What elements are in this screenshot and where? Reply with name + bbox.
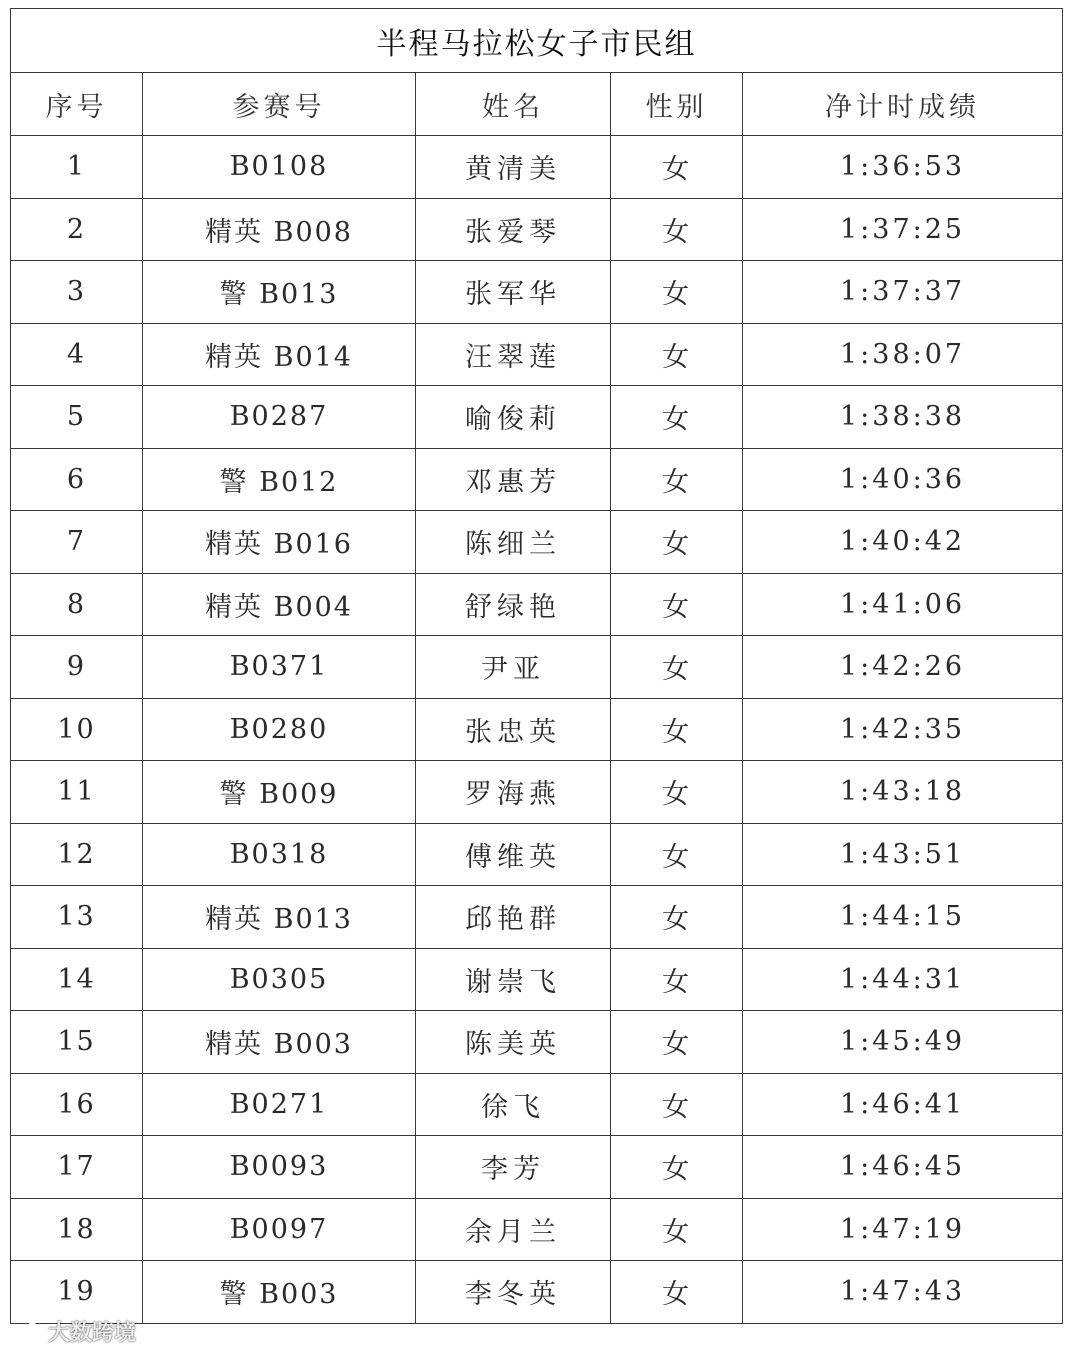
- table-row: [11, 1261, 1063, 1324]
- table-row: [11, 698, 1063, 761]
- cell-gender: 女: [611, 511, 743, 574]
- table-row: [11, 1136, 1063, 1199]
- cell-bib: B0287: [143, 386, 416, 449]
- cell-bib: B0305: [143, 948, 416, 1011]
- cell-bib: 警 B009: [143, 761, 416, 824]
- cell-gender: 女: [611, 386, 743, 449]
- table-row: [11, 948, 1063, 1011]
- cell-bib: B0318: [143, 823, 416, 886]
- cell-rank: 14: [11, 948, 143, 1011]
- table-row: [11, 1073, 1063, 1136]
- cell-gender: 女: [611, 261, 743, 324]
- cell-time: 1:45:49: [743, 1011, 1063, 1074]
- table-row: [11, 136, 1063, 199]
- cell-gender: 女: [611, 136, 743, 199]
- cell-time: 1:46:41: [743, 1073, 1063, 1136]
- cell-time: 1:43:18: [743, 761, 1063, 824]
- weibo-logo-icon: [8, 1319, 42, 1345]
- table-row: [11, 823, 1063, 886]
- cell-time: 1:47:43: [743, 1261, 1063, 1324]
- cell-gender: 女: [611, 1073, 743, 1136]
- header-time: 净计时成绩: [743, 73, 1063, 136]
- cell-gender: 女: [611, 198, 743, 261]
- table-row: [11, 323, 1063, 386]
- table-row: [11, 1011, 1063, 1074]
- cell-rank: 10: [11, 698, 143, 761]
- cell-time: 1:37:25: [743, 198, 1063, 261]
- cell-name: 舒绿艳: [416, 573, 611, 636]
- cell-bib: 精英 B016: [143, 511, 416, 574]
- cell-bib: B0271: [143, 1073, 416, 1136]
- cell-rank: 2: [11, 198, 143, 261]
- cell-bib: 警 B013: [143, 261, 416, 324]
- cell-time: 1:42:26: [743, 636, 1063, 699]
- table-row: [11, 886, 1063, 949]
- cell-name: 傅维英: [416, 823, 611, 886]
- cell-name: 张军华: [416, 261, 611, 324]
- cell-rank: 4: [11, 323, 143, 386]
- header-bib: 参赛号: [143, 73, 416, 136]
- cell-gender: 女: [611, 448, 743, 511]
- cell-rank: 11: [11, 761, 143, 824]
- cell-gender: 女: [611, 1136, 743, 1199]
- cell-time: 1:44:31: [743, 948, 1063, 1011]
- cell-time: 1:47:19: [743, 1198, 1063, 1261]
- cell-bib: 警 B003: [143, 1261, 416, 1324]
- cell-name: 邓惠芳: [416, 448, 611, 511]
- cell-time: 1:46:45: [743, 1136, 1063, 1199]
- cell-time: 1:40:42: [743, 511, 1063, 574]
- cell-bib: 精英 B008: [143, 198, 416, 261]
- cell-gender: 女: [611, 573, 743, 636]
- header-row: [11, 73, 1063, 136]
- cell-time: 1:41:06: [743, 573, 1063, 636]
- cell-rank: 1: [11, 136, 143, 199]
- cell-bib: 精英 B004: [143, 573, 416, 636]
- cell-name: 张忠英: [416, 698, 611, 761]
- cell-time: 1:36:53: [743, 136, 1063, 199]
- cell-bib: B0108: [143, 136, 416, 199]
- cell-name: 徐飞: [416, 1073, 611, 1136]
- table-row: [11, 1198, 1063, 1261]
- cell-gender: 女: [611, 948, 743, 1011]
- watermark: [8, 1316, 136, 1347]
- cell-rank: 9: [11, 636, 143, 699]
- header-gender: 性别: [611, 73, 743, 136]
- cell-rank: 15: [11, 1011, 143, 1074]
- cell-time: 1:37:37: [743, 261, 1063, 324]
- results-table: [10, 8, 1063, 1324]
- cell-time: 1:38:07: [743, 323, 1063, 386]
- cell-time: 1:38:38: [743, 386, 1063, 449]
- cell-gender: 女: [611, 1261, 743, 1324]
- cell-bib: 精英 B013: [143, 886, 416, 949]
- cell-name: 尹亚: [416, 636, 611, 699]
- cell-gender: 女: [611, 636, 743, 699]
- cell-name: 余月兰: [416, 1198, 611, 1261]
- table-row: [11, 511, 1063, 574]
- table-row: [11, 448, 1063, 511]
- cell-gender: 女: [611, 1198, 743, 1261]
- cell-bib: B0097: [143, 1198, 416, 1261]
- cell-gender: 女: [611, 761, 743, 824]
- cell-name: 李芳: [416, 1136, 611, 1199]
- cell-rank: 13: [11, 886, 143, 949]
- cell-name: 汪翠莲: [416, 323, 611, 386]
- cell-time: 1:43:51: [743, 823, 1063, 886]
- cell-time: 1:40:36: [743, 448, 1063, 511]
- cell-gender: 女: [611, 886, 743, 949]
- results-body: [11, 136, 1063, 1324]
- cell-bib: B0371: [143, 636, 416, 699]
- cell-rank: 3: [11, 261, 143, 324]
- cell-rank: 17: [11, 1136, 143, 1199]
- cell-rank: 5: [11, 386, 143, 449]
- cell-rank: 8: [11, 573, 143, 636]
- cell-name: 谢崇飞: [416, 948, 611, 1011]
- header-name: 姓名: [416, 73, 611, 136]
- cell-rank: 7: [11, 511, 143, 574]
- cell-bib: 警 B012: [143, 448, 416, 511]
- cell-gender: 女: [611, 1011, 743, 1074]
- cell-name: 邱艳群: [416, 886, 611, 949]
- cell-time: 1:44:15: [743, 886, 1063, 949]
- table-row: [11, 636, 1063, 699]
- table-row: [11, 573, 1063, 636]
- table-row: [11, 198, 1063, 261]
- cell-gender: 女: [611, 823, 743, 886]
- cell-name: 喻俊莉: [416, 386, 611, 449]
- cell-bib: B0280: [143, 698, 416, 761]
- cell-time: 1:42:35: [743, 698, 1063, 761]
- cell-rank: 6: [11, 448, 143, 511]
- table-row: [11, 386, 1063, 449]
- header-rank: 序号: [11, 73, 143, 136]
- watermark-text: 大数跨境: [48, 1321, 137, 1346]
- cell-rank: 18: [11, 1198, 143, 1261]
- cell-rank: 19: [11, 1261, 143, 1324]
- cell-name: 黄清美: [416, 136, 611, 199]
- cell-name: 李冬英: [416, 1261, 611, 1324]
- cell-gender: 女: [611, 698, 743, 761]
- cell-name: 罗海燕: [416, 761, 611, 824]
- results-sheet: [10, 8, 1062, 1324]
- cell-rank: 12: [11, 823, 143, 886]
- cell-bib: 精英 B003: [143, 1011, 416, 1074]
- title-row: [11, 9, 1063, 73]
- table-row: [11, 761, 1063, 824]
- cell-bib: B0093: [143, 1136, 416, 1199]
- cell-name: 张爱琴: [416, 198, 611, 261]
- table-row: [11, 261, 1063, 324]
- cell-gender: 女: [611, 323, 743, 386]
- cell-name: 陈美英: [416, 1011, 611, 1074]
- cell-rank: 16: [11, 1073, 143, 1136]
- cell-name: 陈细兰: [416, 511, 611, 574]
- cell-bib: 精英 B014: [143, 323, 416, 386]
- table-title: 半程马拉松女子市民组: [11, 9, 1063, 73]
